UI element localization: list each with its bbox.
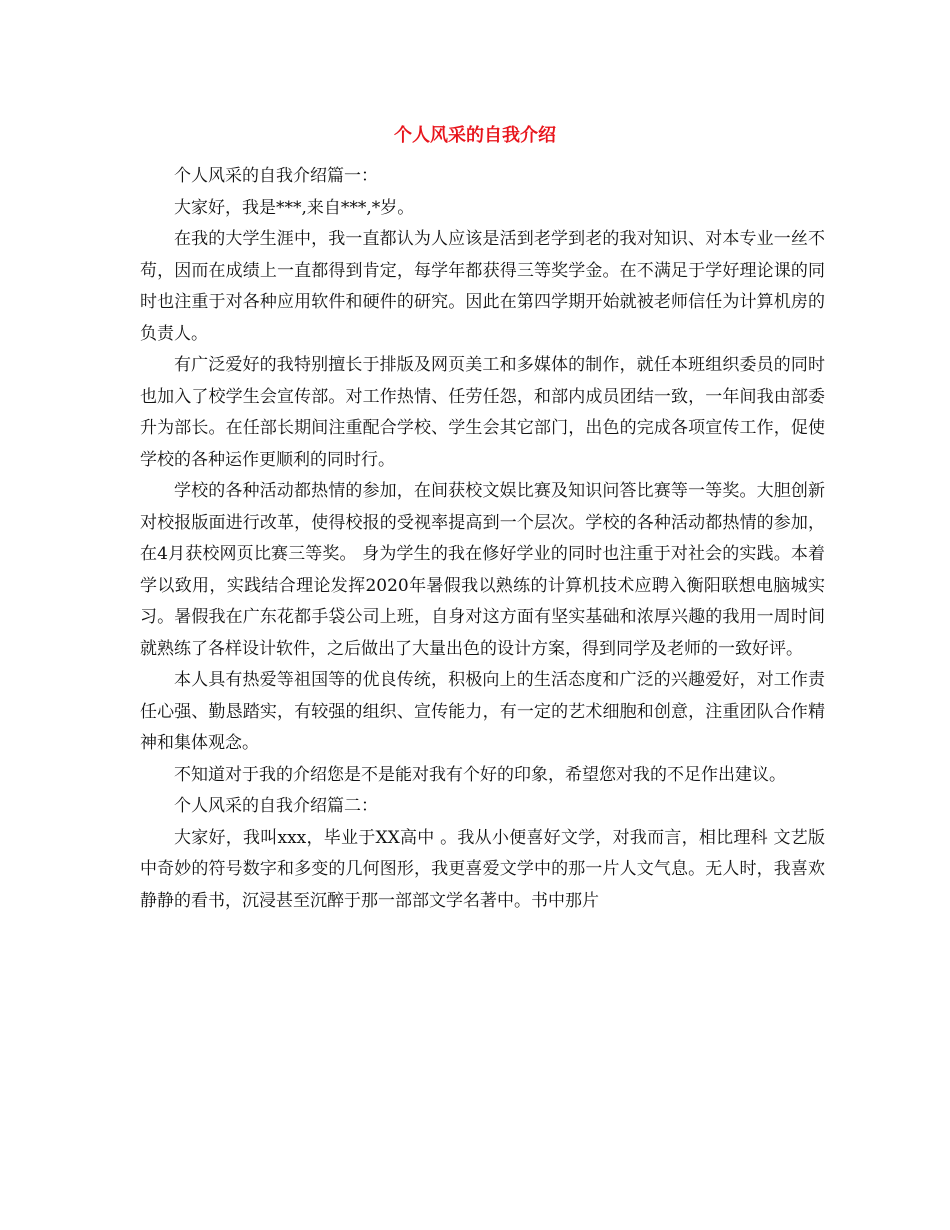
document-body: [140, 161, 825, 917]
paragraph: 本人具有热爱等祖国等的优良传统，积极向上的生活态度和广泛的兴趣爱好，对工作责任心强、勤恳踏实，有较强的组织、宣传能力，有一定的艺术细胞和创意，注重团队合作精神和集体观念。: [140, 670, 825, 753]
paragraph: 个人风采的自我介绍篇二：: [174, 796, 378, 816]
paragraph: 学校的各种活动都热情的参加，在间获校文娱比赛及知识问答比赛等一等奖。大胆创新对校报版面进行改革，使得校报的受视率提高到一个层次。学校的各种活动都热情的参加，在4月获校网页比赛三等奖。 身为学生的我在修好学业的同时也注重于对社会的实践。本着学以致用，实践结合理论发挥2020年暑假我以熟练的计算机技术应聘入衡阳联想电脑城实习。暑假我在广东花都手袋公司上班，自身对这方面有坚实基础和浓厚兴趣的我用一周时间就熟练了各样设计软件，之后做出了大量出色的设计方案，得到同学及老师的一致好评。: [140, 481, 825, 659]
document-title: 个人风采的自我介绍: [394, 125, 556, 146]
paragraph: 有广泛爱好的我特别擅长于排版及网页美工和多媒体的制作，就任本班组织委员的同时也加入了校学生会宣传部。对工作热情、任劳任怨，和部内成员团结一致，一年间我由部委升为部长。在任部长期间注重配合学校、学生会其它部门，出色的完成各项宣传工作，促使学校的各种运作更顺利的同时行。: [140, 355, 825, 470]
paragraph: 大家好，我是***,来自***,*岁。: [174, 197, 415, 218]
paragraph: 不知道对于我的介绍您是不是能对我有个好的印象，希望您对我的不足作出建议。: [174, 764, 786, 785]
paragraph: 在我的大学生涯中，我一直都认为人应该是活到老学到老的我对知识、对本专业一丝不苟，因而在成绩上一直都得到肯定，每学年都获得三等奖学金。在不满足于学好理论课的同时也注重于对各种应用软件和硬件的研究。因此在第四学期开始就被老师信任为计算机房的负责人。: [140, 229, 825, 344]
paragraph: 个人风采的自我介绍篇一：: [174, 166, 378, 186]
paragraph: 大家好，我叫xxx，毕业于XX高中 。我从小便喜好文学，对我而言，相比理科 文艺版 中奇妙的符号数字和多变的几何图形，我更喜爱文学中的那一片人文气息。无人时，我喜欢静静的看书，沉浸甚至沉醉于那一部部文学名著中。书中那片: [140, 827, 825, 911]
